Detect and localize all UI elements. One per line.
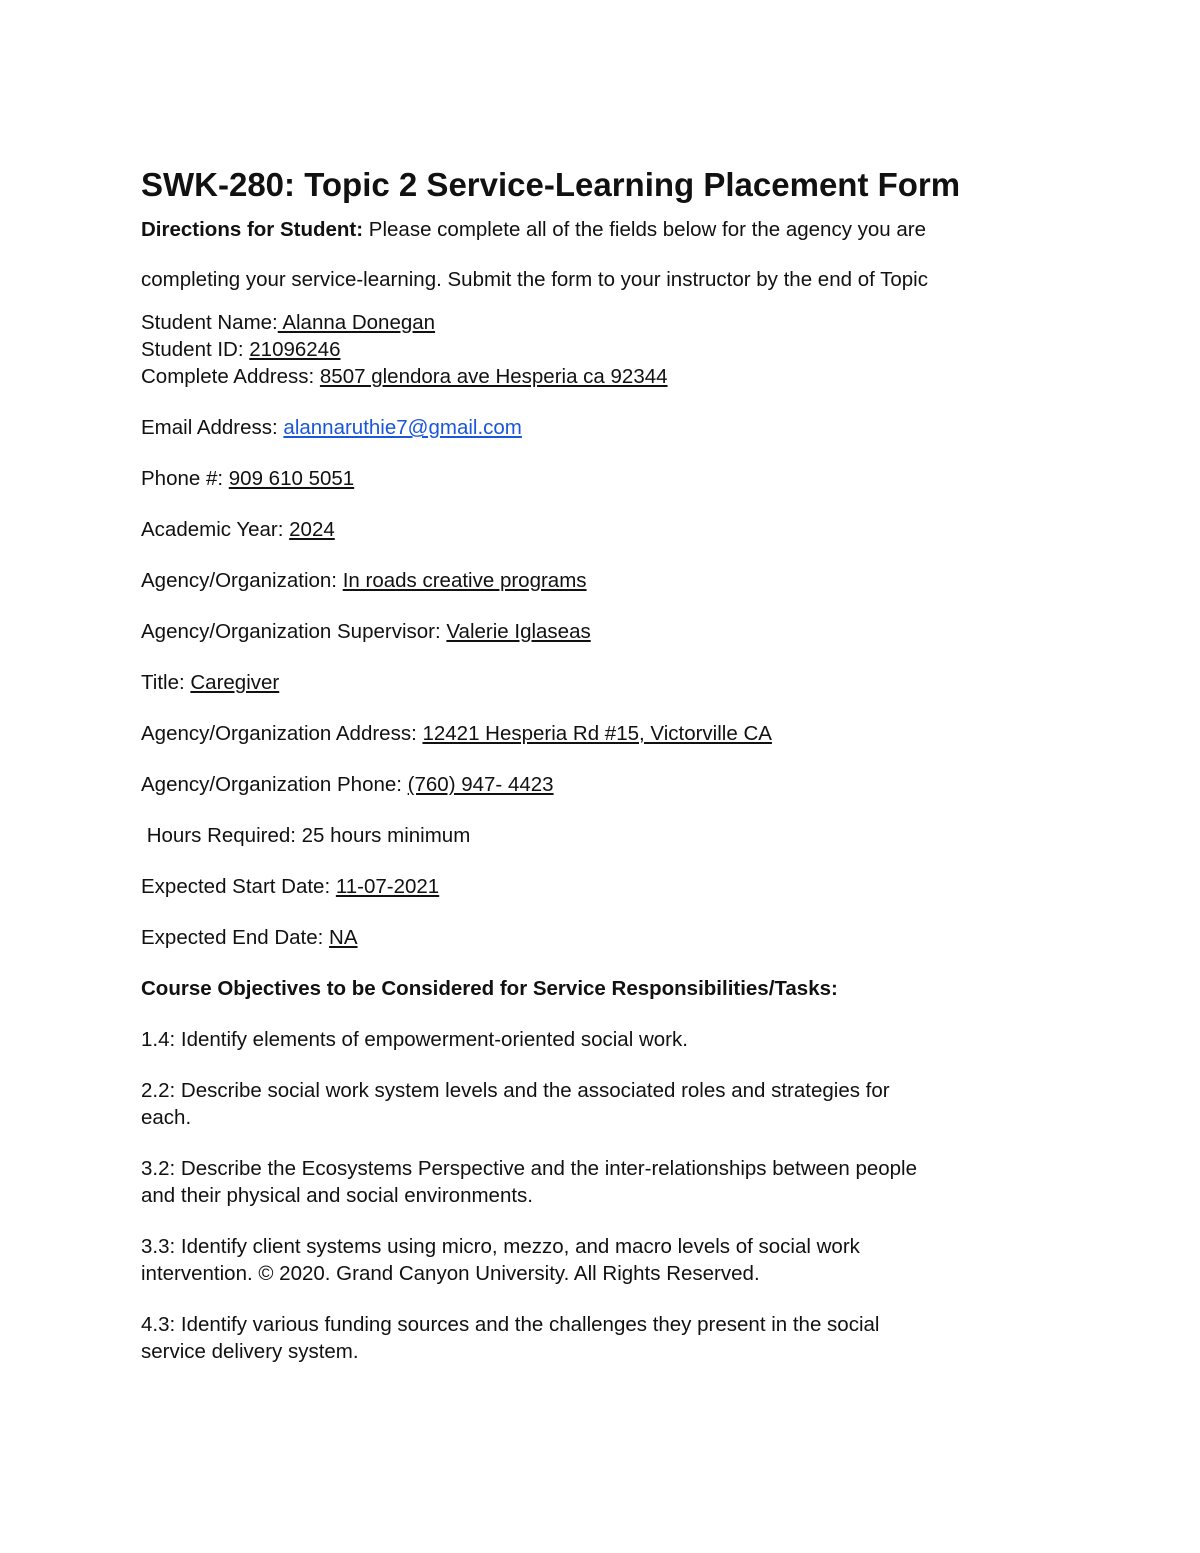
start-date-row — [141, 873, 1071, 900]
agency-address-label: Agency/Organization Address: — [141, 722, 423, 745]
complete-address-row — [141, 363, 1071, 390]
phone-value: 909 610 5051 — [228, 467, 355, 490]
directions-label: Directions for Student: — [141, 218, 364, 241]
agency-row — [141, 567, 1071, 594]
agency-phone-value: (760) 947- 4423 — [407, 773, 554, 796]
objective-line: 3.2: Describe the Ecosystems Perspective and the inter-relationships between people — [141, 1157, 918, 1180]
student-id-row — [141, 336, 1071, 363]
objective-line: and their physical and social environments. — [141, 1184, 533, 1207]
objective-line: 1.4: Identify elements of empowerment-oriented social work. — [141, 1028, 688, 1051]
student-name-value: Alanna Donegan — [277, 311, 436, 334]
objective-line: service delivery system. — [141, 1340, 359, 1363]
email-row — [141, 414, 1071, 441]
student-name-row — [141, 309, 1071, 336]
email-link[interactable]: alannaruthie7@gmail.com — [283, 416, 522, 439]
academic-year-value: 2024 — [289, 518, 335, 541]
end-date-row — [141, 924, 1071, 951]
end-date-value: NA — [329, 926, 358, 949]
document-page — [141, 165, 1071, 1365]
objectives-heading: Course Objectives to be Considered for Service Responsibilities/Tasks: — [141, 977, 838, 1000]
agency-phone-row — [141, 771, 1071, 798]
end-date-label: Expected End Date: — [141, 926, 330, 949]
agency-phone-label: Agency/Organization Phone: — [141, 773, 408, 796]
start-date-label: Expected Start Date: — [141, 875, 336, 898]
phone-label: Phone #: — [141, 467, 229, 490]
objective-item — [141, 1026, 1071, 1053]
title-row — [141, 669, 1071, 696]
supervisor-label: Agency/Organization Supervisor: — [141, 620, 447, 643]
start-date-value: 11-07-2021 — [335, 875, 440, 898]
agency-address-row — [141, 720, 1071, 747]
directions-line-1 — [141, 205, 1071, 255]
objective-item — [141, 1155, 1071, 1209]
agency-label: Agency/Organization: — [141, 569, 343, 592]
phone-row — [141, 465, 1071, 492]
document-title: SWK-280: Topic 2 Service-Learning Placement Form — [141, 166, 961, 203]
title-label: Title: — [141, 671, 191, 694]
hours-required-row: Hours Required: 25 hours minimum — [141, 824, 471, 847]
objective-line: intervention. © 2020. Grand Canyon University. All Rights Reserved. — [141, 1262, 760, 1285]
objective-line: 3.3: Identify client systems using micro, mezzo, and macro levels of social work — [141, 1235, 860, 1258]
supervisor-value: Valerie Iglaseas — [446, 620, 591, 643]
academic-year-label: Academic Year: — [141, 518, 290, 541]
objective-item — [141, 1233, 1071, 1287]
student-id-label: Student ID: — [141, 338, 250, 361]
directions-text-1: Please complete all of the fields below for the agency you are — [363, 218, 927, 241]
title-value: Caregiver — [190, 671, 280, 694]
student-id-value: 21096246 — [249, 338, 341, 361]
objective-item — [141, 1311, 1071, 1365]
agency-value: In roads creative programs — [342, 569, 587, 592]
supervisor-row — [141, 618, 1071, 645]
agency-address-value: 12421 Hesperia Rd #15, Victorville CA — [422, 722, 772, 745]
directions-line-2: completing your service-learning. Submit the form to your instructor by the end of Topic — [141, 268, 928, 291]
complete-address-value: 8507 glendora ave Hesperia ca 92344 — [319, 365, 668, 388]
student-name-label: Student Name: — [141, 311, 278, 334]
objective-item — [141, 1077, 1071, 1131]
objective-line: 2.2: Describe social work system levels and the associated roles and strategies for — [141, 1079, 890, 1102]
objective-line: each. — [141, 1106, 192, 1129]
objective-line: 4.3: Identify various funding sources and the challenges they present in the social — [141, 1313, 880, 1336]
email-label: Email Address: — [141, 416, 284, 439]
academic-year-row — [141, 516, 1071, 543]
complete-address-label: Complete Address: — [141, 365, 320, 388]
